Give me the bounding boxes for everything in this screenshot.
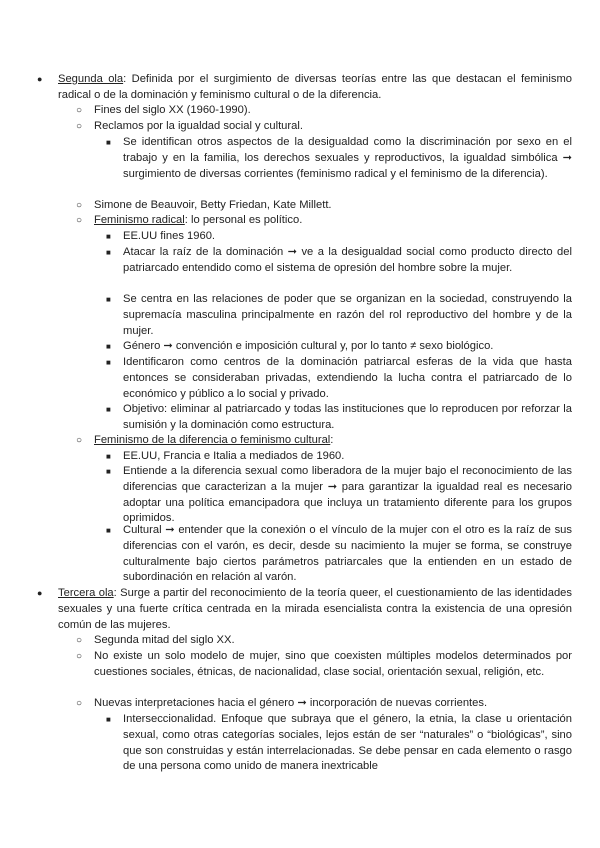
term-underlined: Tercera ola [58, 587, 114, 599]
circle-bullet-icon: ○ [76, 200, 83, 211]
item-text: : [330, 434, 334, 446]
circle-bullet-icon: ○ [76, 651, 83, 662]
sub-sub-item [106, 449, 572, 465]
sub-item [76, 119, 572, 135]
sub-sub-item [106, 355, 572, 402]
bullet-dot-icon: ● [37, 74, 43, 84]
item-text: Entiende a la diferencia sexual como liberadora de la mujer bajo el reconocimiento de las diferencias que caracterizan a la mujer ➞ para garantizar la igualdad real es necesario adoptar una política emancipadora que incluya un tratamiento diferente para los grupos oprimidos. [123, 465, 572, 525]
square-bullet-icon: ■ [106, 138, 111, 147]
item-text: Reclamos por la igualdad social y cultural. [94, 120, 303, 132]
sub-item [76, 696, 572, 712]
circle-bullet-icon: ○ [76, 435, 83, 446]
bullet-tercera-ola [37, 586, 572, 633]
sub-item [76, 198, 572, 214]
square-bullet-icon: ■ [106, 452, 111, 461]
square-bullet-icon: ■ [106, 715, 111, 724]
item-text: Cultural ➞ entender que la conexión o el vínculo de la mujer con el otro es la raíz de sus diferencias con el varón, es decir, desde su nacimiento la mujer se forma, se construye culturalmente bajo ciertos parámetros patriarcales que la entienden en un estado de subordinación en relación al varón. [123, 524, 572, 584]
square-bullet-icon: ■ [106, 358, 111, 367]
item-text: Nuevas interpretaciones hacia el género ➞ incorporación de nuevas corrientes. [94, 697, 488, 709]
sub-sub-item [106, 339, 572, 355]
sub-item-feminismo-radical [76, 213, 572, 229]
bullet-segunda-ola [37, 72, 572, 104]
item-text: : Definida por el surgimiento de diversas teorías entre las que destacan el feminismo radical o de la dominación y feminismo cultural o de la diferencia. [58, 73, 572, 101]
sub-sub-item [106, 402, 572, 434]
item-text: Segunda mitad del siglo XX. [94, 634, 235, 646]
sub-sub-item [106, 523, 572, 586]
sub-sub-item [106, 292, 572, 339]
item-text: Interseccionalidad. Enfoque que subraya que el género, la etnia, la clase u orientación sexual, como otras categorías sociales, lejos están de ser “naturales” o “biológicas”, sino que son construidas y están interrelacionadas. Se debe pensar en cada elemento o rasgo de una persona como unido de manera inextricable [123, 713, 572, 773]
item-text: Identificaron como centros de la dominación patriarcal esferas de la vida que hasta entonces se consideraban privadas, extendiendo la lucha contra el patriarcado de lo económico y público a lo social y privado. [123, 356, 572, 400]
term-underlined: Feminismo de la diferencia o feminismo cultural [94, 434, 331, 446]
sub-sub-item [106, 464, 572, 527]
item-text: Simone de Beauvoir, Betty Friedan, Kate Millett. [94, 199, 332, 211]
square-bullet-icon: ■ [106, 405, 111, 414]
circle-bullet-icon: ○ [76, 105, 83, 116]
item-text: : Surge a partir del reconocimiento de la teoría queer, el cuestionamiento de las identidades sexuales y una fuerte crítica centrada en la mirada esencialista contra la existencia de una opresión común de las mujeres. [58, 587, 572, 631]
sub-sub-item [106, 229, 572, 245]
sub-item [76, 633, 572, 649]
square-bullet-icon: ■ [106, 342, 111, 351]
sub-item-feminismo-diferencia [76, 433, 572, 449]
square-bullet-icon: ■ [106, 232, 111, 241]
circle-bullet-icon: ○ [76, 121, 83, 132]
item-text: Se identifican otros aspectos de la desigualdad como la discriminación por sexo en el trabajo y en la familia, los derechos sexuales y reproductivos, la igualdad simbólica ➞ surgimiento de diversas corrientes (feminismo radical y el feminismo de la diferencia). [123, 136, 572, 180]
square-bullet-icon: ■ [106, 467, 111, 476]
item-text: Objetivo: eliminar al patriarcado y todas las instituciones que lo reproducen por reforzar la sumisión y la dominación como estructura. [123, 403, 572, 431]
square-bullet-icon: ■ [106, 526, 111, 535]
item-text: No existe un solo modelo de mujer, sino que coexisten múltiples modelos determinados por cuestiones sociales, étnicas, de nacionalidad, clase social, orientación sexual, religión, etc. [94, 650, 572, 678]
circle-bullet-icon: ○ [76, 635, 83, 646]
term-underlined: Segunda ola [58, 73, 124, 85]
sub-item [76, 103, 572, 119]
item-text: Atacar la raíz de la dominación ➞ ve a la desigualdad social como producto directo del patriarcado entendido como el sistema de opresión del hombre sobre la mujer. [123, 246, 572, 274]
square-bullet-icon: ■ [106, 295, 111, 304]
bullet-dot-icon: ● [37, 588, 43, 598]
item-text: EE.UU, Francia e Italia a mediados de 1960. [123, 450, 345, 462]
circle-bullet-icon: ○ [76, 698, 83, 709]
item-text: Se centra en las relaciones de poder que se organizan en la sociedad, construyendo la supremacía masculina principalmente en razón del rol reproductivo del hombre y de la mujer. [123, 293, 572, 337]
item-text: Fines del siglo XX (1960-1990). [94, 104, 251, 116]
item-text: : lo personal es político. [184, 214, 303, 226]
term-underlined: Feminismo radical [94, 214, 185, 226]
sub-sub-item [106, 245, 572, 277]
item-text: EE.UU fines 1960. [123, 230, 216, 242]
sub-item [76, 649, 572, 681]
sub-sub-item [106, 712, 572, 775]
square-bullet-icon: ■ [106, 248, 111, 257]
sub-sub-item [106, 135, 572, 182]
item-text: Género ➞ convención e imposición cultural y, por lo tanto ≠ sexo biológico. [123, 340, 494, 352]
circle-bullet-icon: ○ [76, 215, 83, 226]
